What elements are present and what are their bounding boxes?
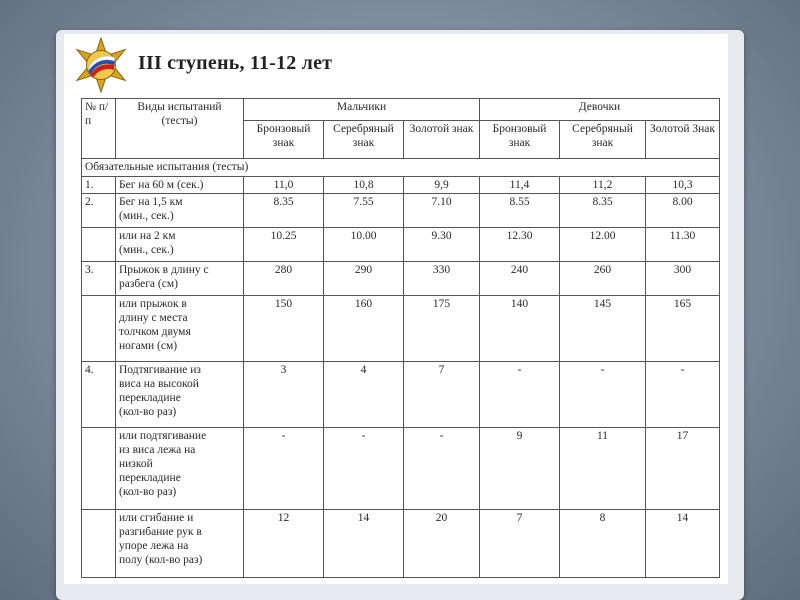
header-girls: Девочки	[480, 99, 720, 121]
row-number: 3.	[82, 262, 116, 296]
header-girls-bronze: Бронзовый знак	[480, 121, 560, 159]
row-value: 150	[244, 296, 324, 362]
row-value: -	[560, 362, 646, 428]
row-value: 4	[324, 362, 404, 428]
row-value: 145	[560, 296, 646, 362]
row-value: 175	[404, 296, 480, 362]
row-value: 7	[404, 362, 480, 428]
row-test-name: Бег на 1,5 км (мин., сек.)	[116, 194, 244, 228]
row-value: 11,4	[480, 177, 560, 194]
row-number	[82, 228, 116, 262]
row-value: -	[324, 428, 404, 510]
table-row	[82, 296, 720, 362]
row-value: 11,2	[560, 177, 646, 194]
row-number	[82, 296, 116, 362]
row-value: 14	[646, 510, 720, 578]
row-value: 240	[480, 262, 560, 296]
table-row	[82, 177, 720, 194]
row-test-name: или на 2 км (мин., сек.)	[116, 228, 244, 262]
header-boys-bronze: Бронзовый знак	[244, 121, 324, 159]
row-number: 4.	[82, 362, 116, 428]
row-value: 20	[404, 510, 480, 578]
row-number: 1.	[82, 177, 116, 194]
row-value: 10,8	[324, 177, 404, 194]
row-value: 11.30	[646, 228, 720, 262]
table-row	[82, 262, 720, 296]
row-value: 10.00	[324, 228, 404, 262]
row-value: 8	[560, 510, 646, 578]
row-value: 300	[646, 262, 720, 296]
row-value: 160	[324, 296, 404, 362]
row-value: 12.30	[480, 228, 560, 262]
row-value: 7.10	[404, 194, 480, 228]
row-value: 9	[480, 428, 560, 510]
header-boys-gold: Золотой знак	[404, 121, 480, 159]
header-girls-gold: Золотой Знак	[646, 121, 720, 159]
row-value: 8.35	[560, 194, 646, 228]
row-value: 260	[560, 262, 646, 296]
row-value: 9.30	[404, 228, 480, 262]
row-value: 7	[480, 510, 560, 578]
table-row	[82, 428, 720, 510]
row-test-name: или сгибание и разгибание рук в упоре лежа на полу (кол-во раз)	[116, 510, 244, 578]
row-value: 8.35	[244, 194, 324, 228]
row-test-name: Прыжок в длину с разбега (см)	[116, 262, 244, 296]
header-tests: Виды испытаний (тесты)	[116, 99, 244, 159]
section-title: Обязательные испытания (тесты)	[82, 159, 720, 177]
row-value: 17	[646, 428, 720, 510]
header-boys: Мальчики	[244, 99, 480, 121]
row-value: 10.25	[244, 228, 324, 262]
row-value: 9,9	[404, 177, 480, 194]
row-value: -	[646, 362, 720, 428]
table-row	[82, 510, 720, 578]
table-row	[82, 194, 720, 228]
row-value: 11,0	[244, 177, 324, 194]
row-value: 280	[244, 262, 324, 296]
row-value: 165	[646, 296, 720, 362]
row-test-name: Бег на 60 м (сек.)	[116, 177, 244, 194]
table-row	[82, 362, 720, 428]
header-boys-silver: Серебряный знак	[324, 121, 404, 159]
row-value: 14	[324, 510, 404, 578]
row-value: 290	[324, 262, 404, 296]
row-value: 11	[560, 428, 646, 510]
row-value: -	[244, 428, 324, 510]
row-test-name: или прыжок в длину с места толчком двумя ногами (см)	[116, 296, 244, 362]
row-number	[82, 428, 116, 510]
row-value: 3	[244, 362, 324, 428]
row-value: 8.00	[646, 194, 720, 228]
gto-emblem-icon	[72, 36, 130, 94]
header-girls-silver: Серебряный знак	[560, 121, 646, 159]
row-number: 2.	[82, 194, 116, 228]
row-value: 330	[404, 262, 480, 296]
page-title: III ступень, 11-12 лет	[138, 52, 333, 74]
row-value: 8.55	[480, 194, 560, 228]
row-value: 12.00	[560, 228, 646, 262]
row-number	[82, 510, 116, 578]
row-value: 140	[480, 296, 560, 362]
row-value: 10,3	[646, 177, 720, 194]
row-value: -	[480, 362, 560, 428]
row-test-name: или подтягивание из виса лежа на низкой перекладине (кол-во раз)	[116, 428, 244, 510]
row-value: 12	[244, 510, 324, 578]
header-num: № п/п	[82, 99, 116, 159]
row-test-name: Подтягивание из виса на высокой перекладине (кол-во раз)	[116, 362, 244, 428]
row-value: -	[404, 428, 480, 510]
standards-table	[81, 98, 720, 578]
table-row	[82, 228, 720, 262]
row-value: 7.55	[324, 194, 404, 228]
